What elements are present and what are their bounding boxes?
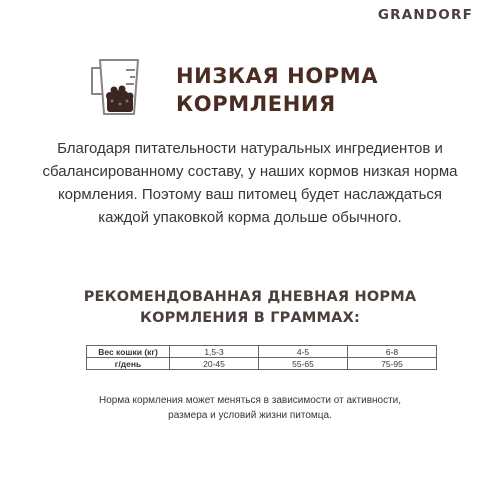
subhead-line-1: РЕКОМЕНДОВАННАЯ ДНЕВНАЯ НОРМА (83, 289, 417, 305)
footnote-line: Норма кормления может меняться в зависимости от активности, (98, 395, 402, 406)
headline (176, 62, 378, 118)
measuring-cup-icon (86, 54, 152, 120)
lead-line: кормления. Поэтому ваш питомец будет наслаждаться (57, 186, 443, 203)
headline-line-2: КОРМЛЕНИЯ (176, 92, 336, 116)
table-cell: 4-5 (259, 346, 348, 358)
row-label: Вес кошки (кг) (87, 346, 170, 358)
lead-line: Благодаря питательности натуральных ингредиентов и (57, 140, 443, 157)
subhead-line-2: КОРМЛЕНИЯ В ГРАММАХ: (140, 310, 360, 326)
feeding-table (86, 345, 437, 370)
table-cell: 1,5-3 (170, 346, 259, 358)
table-row (87, 346, 437, 358)
footnote (20, 393, 480, 423)
table-cell: 6-8 (348, 346, 437, 358)
table-cell: 75-95 (348, 358, 437, 370)
lead-line: сбалансированному составу, у наших кормов низкая норма (42, 163, 458, 180)
table-cell: 55-65 (259, 358, 348, 370)
table-cell: 20-45 (170, 358, 259, 370)
headline-line-1: НИЗКАЯ НОРМА (176, 64, 379, 88)
lead-line: каждой упаковкой корма дольше обычного. (98, 209, 402, 226)
footnote-line: размера и условий жизни питомца. (168, 410, 332, 421)
table-row (87, 358, 437, 370)
lead-paragraph (10, 137, 490, 229)
row-label: г/день (87, 358, 170, 370)
feeding-table-heading (20, 287, 480, 329)
brand-logo: GRANDORF (377, 7, 473, 23)
